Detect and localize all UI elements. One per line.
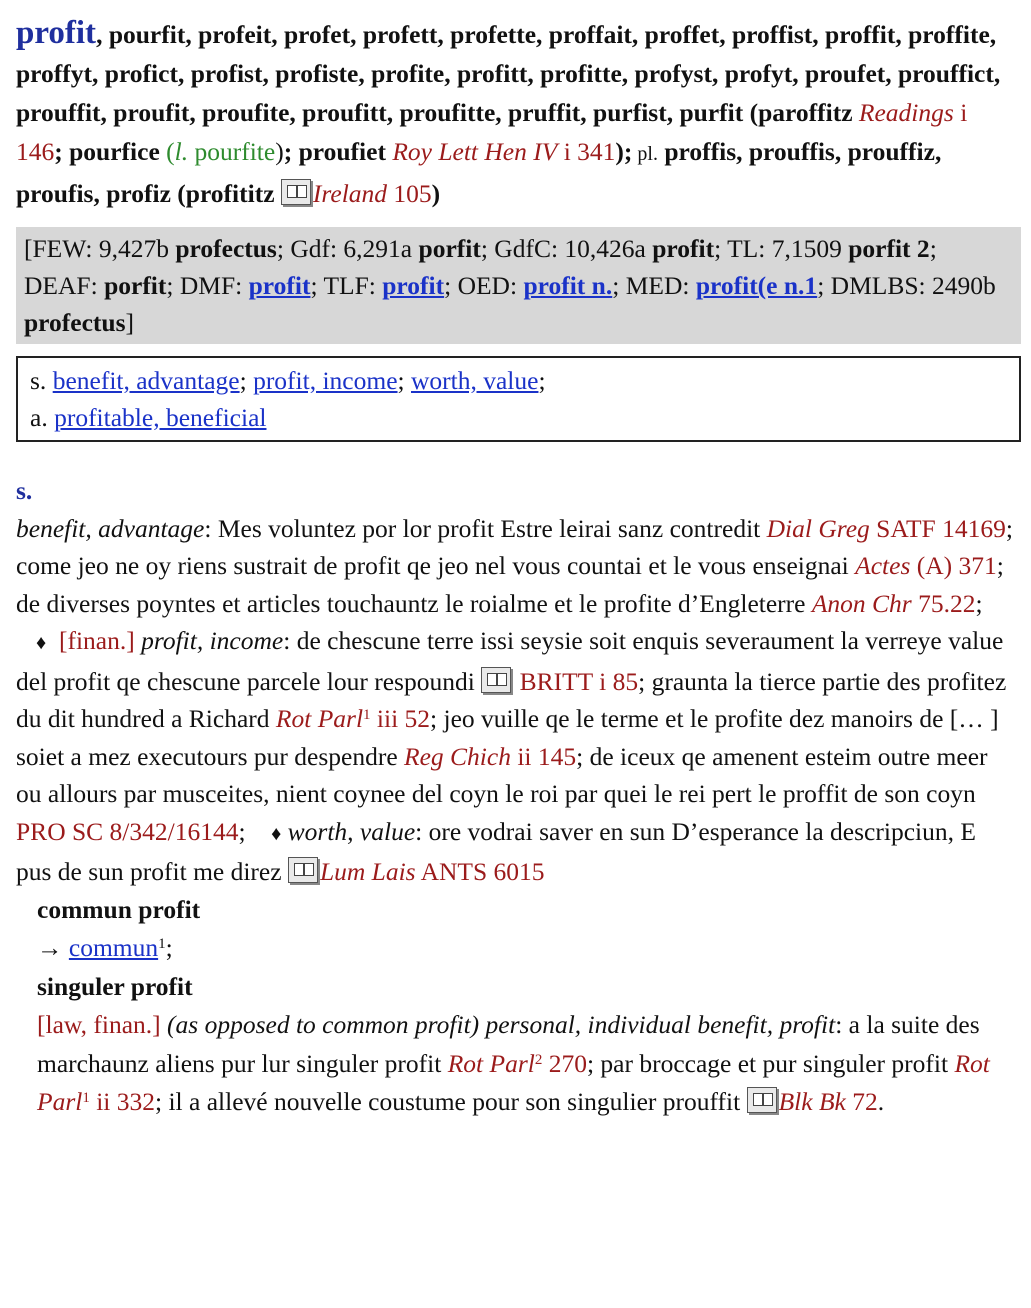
subentry-title: commun profit <box>37 894 201 924</box>
superscript: 1 <box>82 1090 90 1106</box>
source-link[interactable]: Blk Bk <box>778 1087 846 1116</box>
senses-noun-row: s. benefit, advantage; profit, income; worth, value; <box>30 366 546 395</box>
variant-note-open: (paroffitz <box>749 98 859 127</box>
quotation: : Mes voluntez por lor profit Estre leirai sanz contredit <box>204 513 767 543</box>
entry-header: profit, pourfit, profeit, profet, profett, profette, proffait, proffet, proffist, proffit, proffite, proffyt, profict, profist, profiste, profite, profitt, profitte, profyst, profyt, proufet, prouffict, prouffit, proufit, proufite, proufitt, proufitte, pruffit, purfist, purfit (paroffitz Readings i 146; pourfice (l. pourfite); proufiet Roy Lett Hen IV i 341); pl. proffis, prouffis, prouffiz, proufis, profiz (profititz Ireland 105) <box>16 15 1001 208</box>
etym-label: ; TL: 7,1509 <box>714 234 849 263</box>
book-icon[interactable] <box>288 857 318 883</box>
source-ref: iii 52 <box>370 704 431 733</box>
quotation: : a la suite des marchaunz aliens pur lur singuler profit <box>37 1010 980 1078</box>
punct: ] <box>125 308 135 337</box>
etym-word: profit <box>652 234 715 263</box>
arrow-icon: → <box>37 933 69 962</box>
senses-adj-row <box>30 399 1007 436</box>
quotation: ; come jeo ne oy riens sustrait de profit qe jeo nel vous countai et le vous enseignai <box>16 513 1013 580</box>
etym-word: porfit 2 <box>848 234 930 263</box>
punct: ); <box>615 137 633 166</box>
etym-label: ; DEAF: <box>24 234 937 300</box>
source-ref: ANTS 6015 <box>415 857 545 886</box>
quotation: ; jeo vuille qe le terme et le profite dez manoirs de [… ] soiet a mez executours pur despendre <box>16 704 999 771</box>
usage-label: [finan.] <box>58 626 135 655</box>
source-ref: SATF 14169 <box>869 513 1006 543</box>
subentry-commun-profit <box>16 891 1015 968</box>
sense-definition: profit, income <box>141 626 284 655</box>
diamond-icon: ♦ <box>36 632 47 654</box>
source-ref: 270 <box>542 1048 587 1078</box>
etym-label: ; Gdf: 6,291a <box>276 234 419 263</box>
etym-label: [FEW: 9,427b <box>24 234 176 263</box>
dmf-link[interactable]: profit <box>248 271 311 300</box>
superscript: 1 <box>158 936 166 952</box>
etym-word: profectus <box>175 234 277 263</box>
etym-label: ; GdfC: 10,426a <box>480 234 653 263</box>
book-icon[interactable] <box>281 179 311 205</box>
etym-label: ; DMF: <box>166 271 249 300</box>
subentry-singuler-profit <box>16 968 1015 1122</box>
usage-label: [law, finan.] <box>37 1010 161 1039</box>
source-link[interactable]: Dial Greg <box>766 513 870 543</box>
quotation: : ore vodrai saver en sun D’esperance la descripciun, E pus de sun profit me direz <box>16 816 976 886</box>
quotation: ; graunta la tierce partie des profitez du dit hundred a Richard <box>16 666 1007 733</box>
etym-word: porfit <box>418 234 481 263</box>
label-l: l. <box>174 137 189 166</box>
etym-label: ; MED: <box>612 271 696 300</box>
source-ref: 105 <box>387 179 432 208</box>
punct: . <box>877 1087 885 1116</box>
source-ref: i 146 <box>16 98 968 166</box>
quotation: ; par broccage et pur singuler profit <box>586 1048 955 1078</box>
etym-label: ; OED: <box>444 271 524 300</box>
plural-label: pl. <box>632 143 658 165</box>
sense-link[interactable]: benefit, advantage <box>52 366 240 395</box>
variant-form: ; pourfice <box>54 137 160 166</box>
section-body <box>16 510 1015 891</box>
source-ref: ii 145 <box>510 741 577 771</box>
oed-link[interactable]: profit n. <box>523 271 613 300</box>
pos-label: s. <box>30 366 53 395</box>
source-ref: 75.22 <box>911 588 976 618</box>
sense-definition: worth, value <box>287 816 416 846</box>
book-icon[interactable] <box>481 667 511 693</box>
punct: ; <box>975 588 983 618</box>
sense-definition: benefit, advantage <box>16 513 205 543</box>
book-icon[interactable] <box>747 1087 777 1113</box>
punct: ; <box>165 933 173 962</box>
noun-section <box>16 472 1015 891</box>
source-link[interactable]: Reg Chich <box>404 741 511 771</box>
source-link[interactable]: Rot Parl <box>447 1048 535 1078</box>
etym-label: ; DMLBS: 2490b <box>817 271 996 300</box>
sense-link[interactable]: worth, value <box>411 366 539 395</box>
superscript: 2 <box>534 1051 543 1068</box>
headword: profit <box>16 15 97 51</box>
sense-definition: (as opposed to common profit) personal, individual benefit, profit <box>167 1010 836 1039</box>
source-link[interactable]: Anon Chr <box>811 588 912 618</box>
diamond-icon: ♦ <box>271 822 282 845</box>
sense-link[interactable]: profit, income <box>253 366 398 395</box>
pos-label: a. <box>30 403 55 432</box>
quotation: : de chescune terre issi seysie soit enquis severaument la verreye value del profit qe chescune parcele lour respoundi <box>16 626 1004 696</box>
etym-word: profectus <box>24 308 126 337</box>
source-link[interactable]: Rot Parl <box>37 1048 990 1116</box>
sense-link[interactable]: profitable, beneficial <box>54 403 267 432</box>
variant-note-open: (profititz <box>170 179 281 208</box>
etymology-box <box>16 227 1021 344</box>
variant-form: ; proufiet <box>283 137 393 166</box>
crossref-link[interactable]: commun <box>68 933 159 962</box>
quotation: ; il a allevé nouvelle coustume pour son singulier prouffit <box>155 1087 747 1116</box>
source-link[interactable]: Readings <box>858 98 954 127</box>
subentry-title: singuler profit <box>37 971 193 1001</box>
punct: ; <box>238 816 246 846</box>
source-link[interactable]: Roy Lett Hen IV <box>392 137 558 166</box>
source-link[interactable]: Actes <box>855 551 911 580</box>
tlf-link[interactable]: profit <box>382 271 445 300</box>
source-link[interactable]: Rot Parl <box>275 704 364 733</box>
source-link[interactable]: PRO SC 8/342/16144 <box>16 816 239 846</box>
plural-forms: proffis, prouffis, prouffiz, proufis, profiz <box>16 137 942 208</box>
source-link[interactable]: Ireland <box>312 179 388 208</box>
quotation: ; de diverses poyntes et articles touchauntz le roialme et le profite d’Engleterre <box>16 551 1004 618</box>
source-link[interactable]: BRITT i 85 <box>519 666 639 696</box>
quotation: ; de iceux qe amenent esteim outre meer ou allours par musceites, nient coynee del coyn le roi par quei le rei pert le proffit de son coyn <box>16 741 988 808</box>
section-pos-label: s. <box>16 476 33 505</box>
subentry-body <box>37 1006 1015 1122</box>
variant-correction: pourfite <box>194 137 276 166</box>
etym-word: porfit <box>104 271 167 300</box>
punct: ) <box>431 179 441 208</box>
source-ref: (A) 371 <box>910 551 997 580</box>
cross-reference <box>37 929 1015 968</box>
source-ref: ii 332 <box>89 1087 156 1116</box>
source-ref: i 341 <box>557 137 616 166</box>
source-link[interactable]: Lum Lais <box>319 857 416 886</box>
source-ref: 72 <box>845 1087 878 1116</box>
etym-label: ; TLF: <box>310 271 383 300</box>
variant-forms: , pourfit, profeit, profet, profett, profette, proffait, proffet, proffist, proffit, proffite, proffyt, profict, profist, profiste, profite, profitt, profitte, profyst, profyt, proufet, prouffict, prouffit, proufit, proufite, proufitt, proufitte, pruffit, purfist, purfit <box>16 20 1001 127</box>
senses-summary-box <box>16 356 1021 442</box>
superscript: 1 <box>363 707 371 723</box>
med-link[interactable]: profit(e n.1 <box>695 271 818 300</box>
